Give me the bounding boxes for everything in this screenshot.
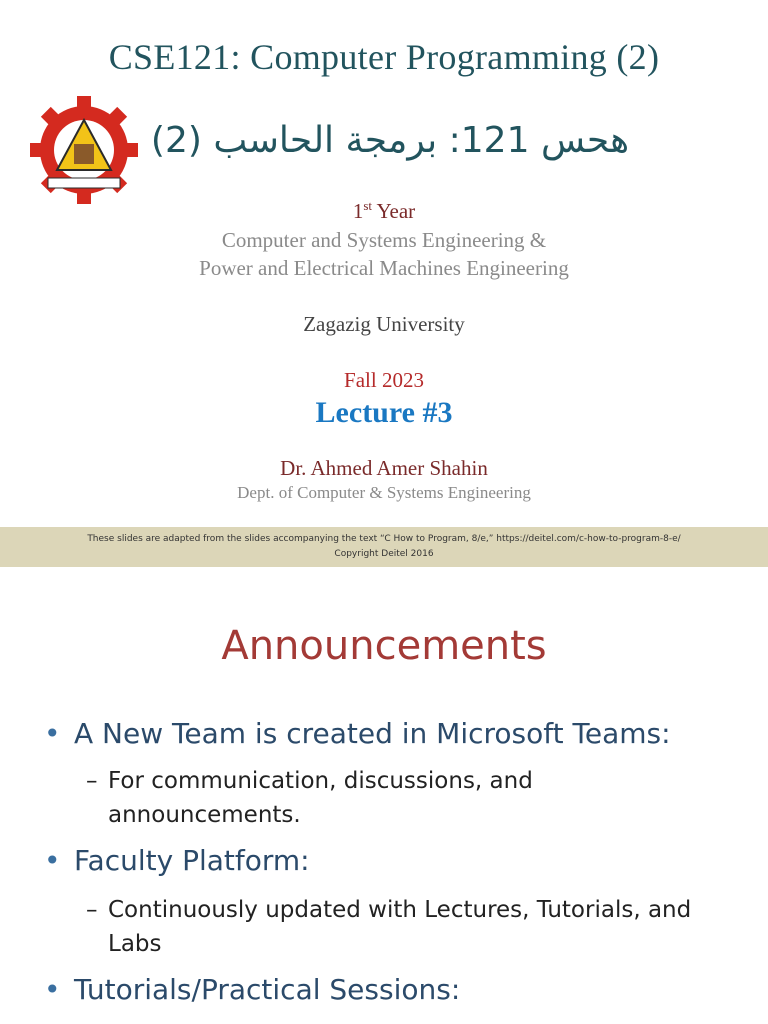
list-item xyxy=(44,717,671,750)
sub-list-item xyxy=(86,764,726,832)
year-line xyxy=(0,198,768,224)
university-gear-emblem-icon xyxy=(22,94,154,204)
list-item xyxy=(44,973,460,1006)
bullet-text: Faculty Platform: xyxy=(74,844,310,877)
bullet-marker: • xyxy=(44,844,61,877)
sub-list-item xyxy=(86,893,726,961)
sub-item-text: Continuously updated with Lectures, Tutorials, and Labs xyxy=(108,897,692,957)
course-title: CSE121: Computer Programming (2) xyxy=(108,37,660,77)
lecture-number: Lecture #3 xyxy=(315,396,453,429)
list-item xyxy=(44,844,310,877)
bullet-text: A New Team is created in Microsoft Teams: xyxy=(74,717,671,750)
year-word: Year xyxy=(372,199,416,223)
department-line-1: Computer and Systems Engineering & xyxy=(221,228,547,252)
year-superscript: st xyxy=(363,198,372,213)
lecturer-department: Dept. of Computer & Systems Engineering xyxy=(237,483,531,502)
semester: Fall 2023 xyxy=(344,368,424,392)
attribution-text: These slides are adapted from the slides accompanying the text “C How to Program, 8/e,” https://deitel.com/c-how-to-program-8-e/ xyxy=(87,534,681,544)
dash-marker: – xyxy=(86,768,98,794)
bullet-text: Tutorials/Practical Sessions: xyxy=(74,973,461,1006)
slide-title: Announcements xyxy=(221,623,547,669)
attribution-banner xyxy=(0,527,768,567)
announcements-slide xyxy=(0,567,768,1024)
bullet-marker: • xyxy=(44,973,61,1006)
university-name: Zagazig University xyxy=(303,312,465,336)
department-line-2: Power and Electrical Machines Engineering xyxy=(199,256,569,280)
lecturer-name: Dr. Ahmed Amer Shahin xyxy=(280,456,488,480)
bullet-marker: • xyxy=(44,717,61,750)
year-number: 1 xyxy=(352,199,364,223)
sub-item-text: For communication, discussions, and announcements. xyxy=(108,768,533,828)
arabic-course-title: هحس 121: برمجة الحاسب (2) xyxy=(150,120,630,161)
dash-marker: – xyxy=(86,897,98,923)
copyright-text: Copyright Deitel 2016 xyxy=(334,549,434,559)
